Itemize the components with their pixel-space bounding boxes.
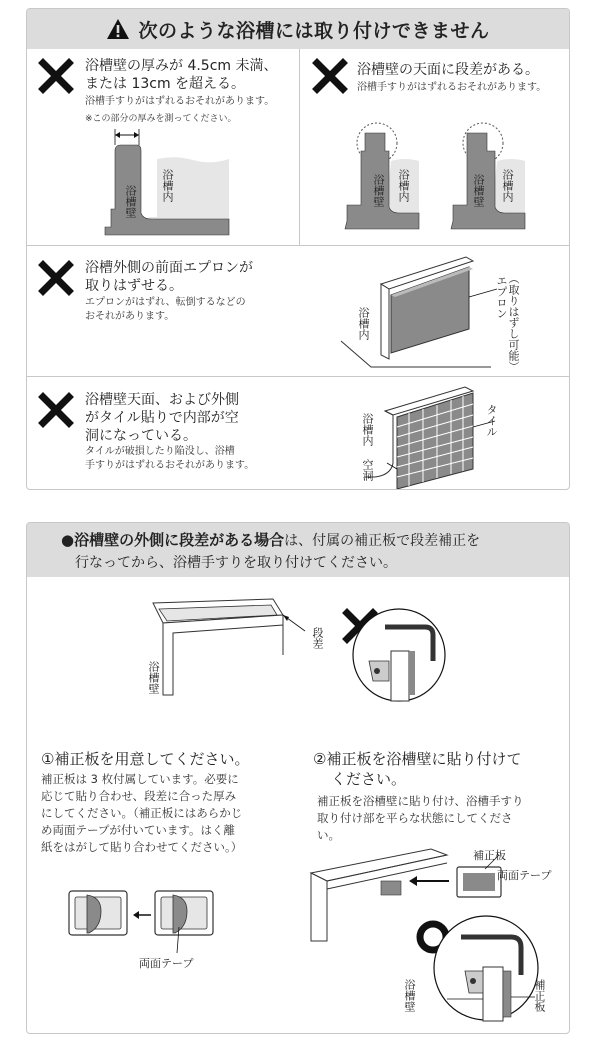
divider	[27, 245, 569, 246]
case1-illustration	[105, 127, 265, 237]
step1-body: 補正板は 3 枚付属しています。必要に 応じて貼り合わせ、段差に合った厚み にしてください。（補正板にはあらかじ め両面テープが付いています。はく離 紙をはがして貼り合わせてください。）	[41, 772, 243, 854]
prohibited-header	[27, 9, 569, 49]
step-correction-panel	[26, 522, 570, 1034]
correction-plates-illustration	[67, 887, 227, 943]
x-mark-icon	[39, 59, 73, 93]
step2-body: 補正板を浴槽壁に貼り付け、浴槽手すり 取り付け部を平らな状態にしてくださ い。	[317, 794, 524, 842]
case1-inside-label: 浴槽内	[161, 169, 174, 202]
case1-subnote: ※この部分の厚みを測ってください。	[85, 114, 237, 124]
case2-wall-label: 浴槽壁	[472, 174, 485, 207]
wall-label: 浴槽壁	[403, 979, 416, 1012]
ok-zoom-illustration	[431, 913, 541, 1023]
x-mark-icon	[39, 261, 73, 295]
case3-apron-label: エプロン	[495, 275, 508, 319]
case2-wall-label: 浴槽壁	[372, 174, 385, 207]
wall-label: 浴槽壁	[147, 661, 160, 694]
divider	[299, 49, 300, 245]
plate-label: 補正板	[473, 849, 506, 862]
step1-title: ①補正板を用意してください。	[41, 750, 250, 768]
step-correction-header: ●浴槽壁の外側に段差がある場合は、付属の補正板で段差補正を 行なってから、浴槽手すりを取り付けてください。	[27, 523, 569, 577]
case4-hollow-label: 空洞	[361, 459, 374, 481]
case1-note: 浴槽手すりがはずれるおそれがあります。	[85, 96, 275, 107]
case2-inside-label: 浴槽内	[501, 169, 514, 202]
prohibited-cases-panel	[26, 8, 570, 490]
case2-illustration-b	[451, 121, 541, 231]
plate-vertical-label: 補正板	[533, 979, 546, 1012]
case4-title: 浴槽壁天面、および外側 がタイル貼りで内部が空 洞になっている。	[85, 392, 239, 444]
case3-note: エプロンがはずれ、転倒するなどの おそれがあります。	[85, 297, 246, 322]
case4-inside-label: 浴槽内	[361, 413, 374, 446]
case2-note: 浴槽手すりがはずれるおそれがあります。	[357, 82, 547, 93]
ng-zoom-illustration	[349, 605, 449, 705]
tape-label: 両面テープ	[139, 957, 194, 970]
case2-inside-label: 浴槽内	[397, 169, 410, 202]
x-mark-icon	[313, 59, 347, 93]
case3-removable-label: （取りはずし可能）	[507, 273, 520, 372]
divider	[27, 376, 569, 377]
case3-title: 浴槽外側の前面エプロンが 取りはずせる。	[85, 260, 253, 294]
bathtub-step-illustration	[145, 595, 325, 705]
prohibited-title: 次のような浴槽には取り付けできません	[138, 19, 490, 42]
case2-illustration-a	[345, 121, 435, 231]
warning-icon	[106, 18, 130, 40]
x-mark-icon	[39, 393, 73, 427]
case4-tile-label: タイル	[485, 404, 498, 437]
step-label: 段差	[311, 627, 324, 649]
case1-wall-label: 浴槽壁	[124, 185, 137, 218]
case2-title: 浴槽壁の天面に段差がある。	[357, 62, 539, 78]
tape-label: 両面テープ	[497, 869, 552, 882]
step2-title: ②補正板を浴槽壁に貼り付けて ください。	[313, 750, 522, 788]
case4-note: タイルが破損したり陥没し、浴槽 手すりがはずれるおそれがあります。	[85, 446, 255, 471]
case1-title: 浴槽壁の厚みが 4.5cm 未満、 または 13cm を超える。	[85, 58, 278, 92]
case3-inside-label: 浴槽内	[357, 307, 370, 340]
